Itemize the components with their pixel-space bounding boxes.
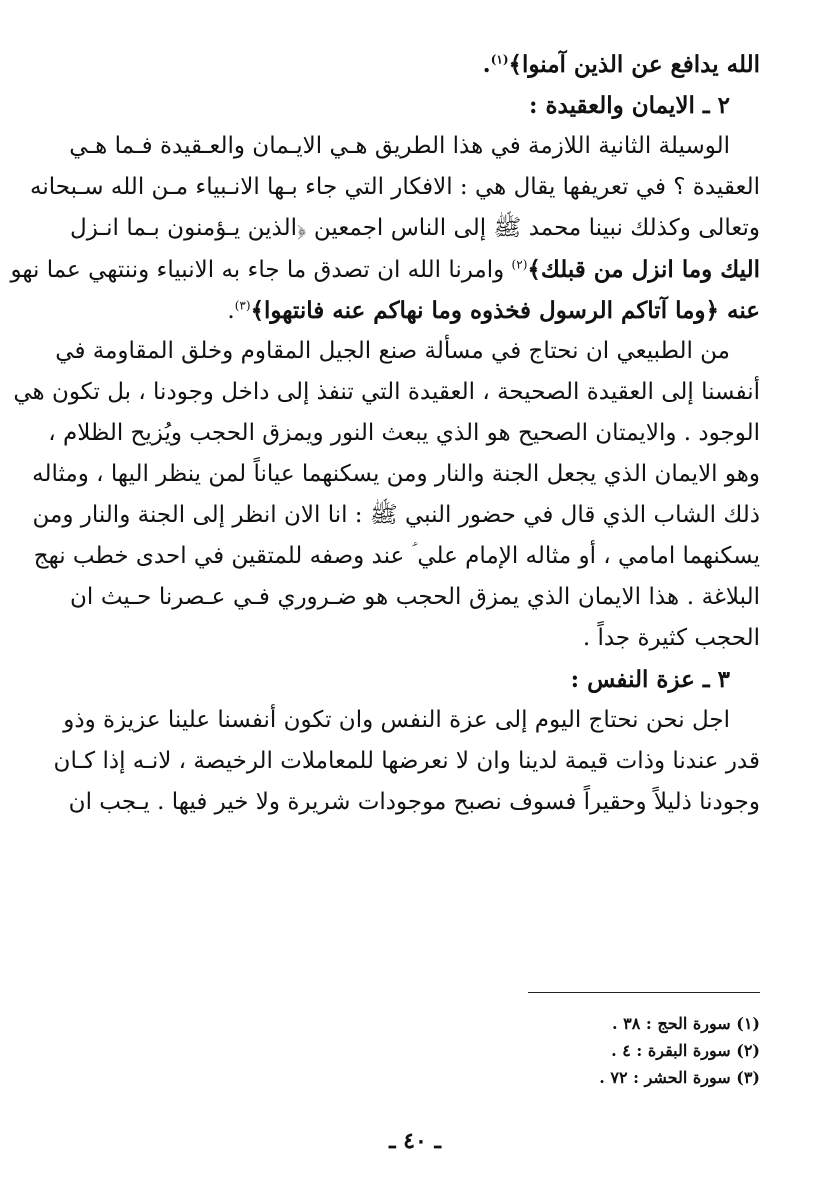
text-line-7: عنه ﴿وما آتاكم الرسول فخذوه وما نهاكم عنه فانتهوا﴾$^{(٣)}$.: [227, 297, 760, 324]
text-line-4: العقيدة ؟ في تعريفها يقال هي : الافكار التي جاء بـها الانـبياء مـن الله سـبحانه: [30, 174, 760, 200]
text-line-17: اجل نحن نحتاج اليوم إلى عزة النفس وان تكون أنفسنا علينا عزيزة وذو: [63, 707, 730, 733]
footnotes: [70, 1010, 760, 1091]
page-body: [10, 44, 760, 823]
text-line-18: قدر عندنا وذات قيمة لدينا وان لا نعرضها للمعاملات الرخيصة ، لانـه إذا كـان: [53, 748, 760, 774]
text-line-12: ذلك الشاب الذي قال في حضور النبي ﷺ : انا الان انظر إلى الجنة والنار ومن: [32, 502, 760, 528]
text-line-13: يسكنهما امامي ، أو مثاله الإمام علي ؑ عند وصفه للمتقين في احدى خطب نهج: [33, 543, 760, 569]
text-line-1: الله يدافع عن الذين آمنوا﴾$^{(١)}$.: [482, 51, 760, 78]
text-line-11: وهو الايمان الذي يجعل الجنة والنار ومن يسكنهما عياناً لمن ينظر اليها ، ومثاله: [32, 461, 760, 487]
section-heading-dignity: ٣ ـ عزة النفس :: [570, 666, 730, 693]
text-line-8: من الطبيعي ان نحتاج في مسألة صنع الجيل المقاوم وخلق المقاومة في: [55, 338, 730, 364]
text-line-19: وجودنا ذليلاً وحقيراً فسوف نصبح موجودات شريرة ولا خير فيها . يـجب ان: [68, 789, 760, 815]
text-line-14: البلاغة . هذا الايمان الذي يمزق الحجب هو ضـروري فـي عـصرنا حـيث ان: [70, 584, 760, 610]
footnote-2: (٢) سورة البقرة : ٤ .: [611, 1041, 760, 1060]
section-heading-faith: ٢ ـ الايمان والعقيدة :: [528, 92, 730, 119]
page-number: ـ ٤٠ ـ: [389, 1128, 441, 1154]
text-line-3: الوسيلة الثانية اللازمة في هذا الطريق هـي الايـمان والعـقيدة فـما هـي: [69, 133, 730, 159]
text-line-5: وتعالى وكذلك نبينا محمد ﷺ إلى الناس اجمعين ﴿الذين يـؤمنون بـما انـزل: [70, 215, 760, 241]
footnote-3: (٣) سورة الحشر : ٧٢ .: [599, 1068, 760, 1087]
text-line-9: أنفسنا إلى العقيدة الصحيحة ، العقيدة التي تنفذ إلى داخل وجودنا ، بل تكون هي: [13, 379, 760, 405]
text-line-6: اليك وما انزل من قبلك﴾$^{(٢)}$ وامرنا الله ان تصدق ما جاء به الانبياء وننتهي عما نهو: [10, 256, 760, 283]
text-line-10: الوجود . والايمتان الصحيح هو الذي يبعث النور ويمزق الحجب ويُزيح الظلام ،: [48, 420, 760, 446]
footnote-1: (١) سورة الحج : ٣٨ .: [611, 1014, 760, 1033]
footnote-divider: [528, 992, 760, 993]
text-line-15: الحجب كثيرة جداً .: [582, 625, 760, 651]
